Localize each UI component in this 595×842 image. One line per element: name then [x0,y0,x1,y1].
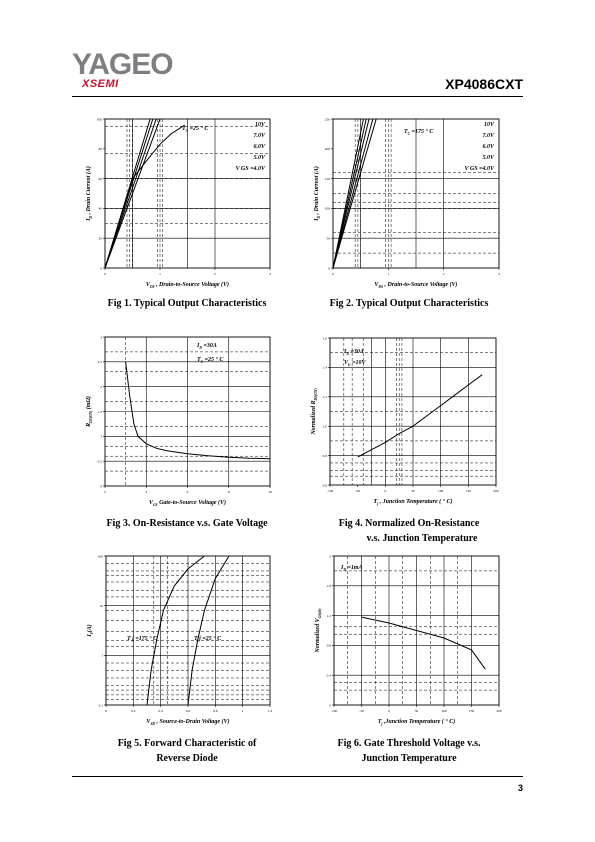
y-tick-label: 250 [324,117,330,122]
x-axis-label: $V_{SD}$ , Source-to-Drain Voltage (V) [146,719,230,726]
y-tick-label: 50 [326,236,330,241]
x-tick-label: 0 [105,709,107,713]
caption-line: v.s. Junction Temperature [366,533,478,544]
x-tick-label: 0.4 [158,709,163,713]
figure-6-chart [296,548,526,728]
figure-2-chart [296,110,526,290]
y-tick-label: 1.6 [322,336,327,341]
y-tick-label: 0 [100,266,102,271]
condition-label: $V_G =10V$ [344,360,366,367]
y-tick-label: 40 [98,206,102,211]
y-tick-label: 2 [100,384,102,389]
x-tick-label: 100 [438,489,444,493]
caption-line: Fig 4. Normalized On-Resistance [338,518,480,529]
legend-entry: 6.0V [253,144,265,150]
x-tick-label: 1 [387,272,390,276]
y-tick-label: 1.5 [97,409,102,414]
y-tick-label: 100 [96,117,102,122]
y-tick-label: 0.5 [97,459,102,464]
x-tick-label: 8 [227,490,230,494]
x-tick-label: 2 [104,490,106,494]
x-tick-label: 0 [104,272,106,276]
series-label: T j =175 ° C [127,636,158,642]
x-tick-label: 1.2 [267,709,273,713]
y-tick-label: 0.4 [326,673,331,678]
y-tick-label: 1.2 [326,613,331,618]
footer-divider [72,776,523,777]
caption-line: Fig 5. Forward Characteristic of [117,738,257,749]
x-tick-label: 3 [269,272,271,276]
y-tick-label: 3 [100,335,102,340]
legend-entry: 7.0V [482,133,494,139]
page-number: 3 [517,783,523,793]
y-tick-label: 0.6 [322,483,327,488]
figure-2-caption [294,296,524,311]
legend-entry: 6.0V [482,144,494,150]
y-tick-label: 80 [98,147,102,152]
x-tick-label: -100 [330,709,338,713]
legend-entry: 10V [254,122,265,128]
y-axis-label: $I_S(A)$ [87,624,94,637]
y-axis-label: Normalized $V_{GS(th)}$ [315,608,322,653]
x-tick-label: 100 [441,709,447,713]
x-tick-label: 150 [465,489,471,493]
y-tick-label: 20 [98,236,102,241]
figure-6-caption [294,736,524,766]
figure-5-chart [72,548,302,728]
x-tick-label: 1 [241,709,244,713]
y-tick-label: 60 [98,176,102,181]
y-tick-label: 1 [100,434,102,439]
x-tick-label: 50 [411,489,415,493]
x-tick-label: 150 [468,709,475,713]
x-tick-label: 0 [332,272,334,276]
figure-1-caption [72,296,302,311]
x-tick-label: 2 [442,272,445,276]
data-series-line [147,556,204,705]
y-tick-label: 0.1 [98,703,103,708]
y-tick-label: 100 [97,554,103,559]
legend-entry: 7.0V [253,133,265,139]
y-tick-label: 100 [324,206,330,211]
y-tick-label: 2 [329,554,331,559]
legend-entry: 5.0V [482,155,494,161]
y-tick-label: 0 [100,484,102,489]
x-tick-label: 0 [388,709,390,713]
data-series-line [358,375,483,457]
x-tick-label: -100 [326,489,334,493]
data-series-line [362,617,486,669]
x-axis-label: $T_j$ , Junction Temperature ( ° C) [373,499,453,506]
y-axis-label: $I_D$ , Drain Current (A) [86,166,93,221]
legend-entry: 10V [483,122,494,128]
y-tick-label: 200 [324,147,330,152]
x-tick-label: 0 [384,489,387,493]
x-axis-label: $T_j$ ,Junction Temperature ( ° C) [377,719,456,726]
y-tick-label: 1.0 [322,424,327,429]
condition-label: $I_D =1mA$ [341,565,363,572]
y-axis-label: $R_{DS(ON)}$ (mΩ) [86,396,93,427]
y-tick-label: 1.2 [322,395,327,400]
x-tick-label: -50 [359,709,364,713]
legend-entry: V GS =4.0V [235,166,265,172]
series-label: T j =25 ° C [194,636,222,642]
x-axis-label: $V_{DS}$ , Drain-to-Source Voltage (V) [374,282,458,289]
condition-label: $T_C =25$ ° C [182,126,209,133]
data-series-line [105,119,156,268]
figure-4-caption [294,516,524,546]
x-tick-label: -50 [355,489,361,493]
y-tick-label: 0.8 [326,643,331,648]
x-tick-label: 1 [159,272,161,276]
legend-entry: 5.0V [253,155,265,161]
y-tick-label: 10 [99,603,103,608]
condition-label: $T_C =175$ ° C [404,129,434,136]
figure-5-caption [72,736,302,766]
y-tick-label: 2.5 [97,360,102,365]
figure-3-caption [72,516,302,531]
data-series-line [105,125,185,268]
data-series-line [126,362,270,459]
figure-1-chart [72,110,302,290]
condition-label: $I_D =30A$ [197,343,217,350]
condition-label: $T_C =25$ ° C [197,357,224,364]
y-tick-label: 1.6 [326,584,331,589]
x-tick-label: 2 [214,272,216,276]
x-tick-label: 3 [498,272,500,276]
header-divider [72,96,523,97]
y-tick-label: 0 [329,703,331,708]
caption-line: Fig 1. Typical Output Characteristics [107,298,267,309]
caption-line: Fig 6. Gate Threshold Voltage v.s. [337,738,481,749]
y-axis-label: $I_D$ , Drain Current (A) [314,166,321,221]
y-tick-label: 1.4 [322,365,327,370]
x-tick-label: 50 [414,709,419,713]
data-series-line [188,556,229,705]
x-tick-label: 200 [493,489,499,493]
brand-logo: YAGEO [72,48,173,81]
y-tick-label: 0.8 [322,453,327,458]
x-axis-label: $V_{GS}$ Gate-to-Source Voltage (V) [148,500,227,507]
y-axis-label: Normalized $R_{DS(ON)}$ [311,388,318,435]
y-tick-label: 0 [328,266,330,271]
brand-sub-logo: XSEMI [82,78,119,90]
x-tick-label: 0.8 [213,709,218,713]
y-tick-label: 1 [101,653,103,658]
x-tick-label: 6 [186,490,189,494]
part-number: XP4086CXT [445,76,523,92]
caption-line: Reverse Diode [156,753,218,764]
legend-entry: V GS =4.0V [464,166,494,172]
figure-4-chart [296,330,526,510]
x-tick-label: 200 [496,709,502,713]
x-tick-label: 0.6 [185,709,191,713]
y-tick-label: 150 [324,176,330,181]
x-tick-label: 0.2 [131,709,136,713]
x-axis-label: $V_{DS}$ , Drain-to-Source Voltage (V) [145,282,230,289]
condition-label: $I_D =30A$ [344,349,364,356]
caption-line: Fig 2. Typical Output Characteristics [329,298,489,309]
figure-3-chart [72,330,302,510]
x-tick-label: 4 [145,490,148,494]
caption-line: Junction Temperature [361,753,457,764]
x-tick-label: 10 [268,490,272,494]
caption-line: Fig 3. On-Resistance v.s. Gate Voltage [106,518,268,529]
